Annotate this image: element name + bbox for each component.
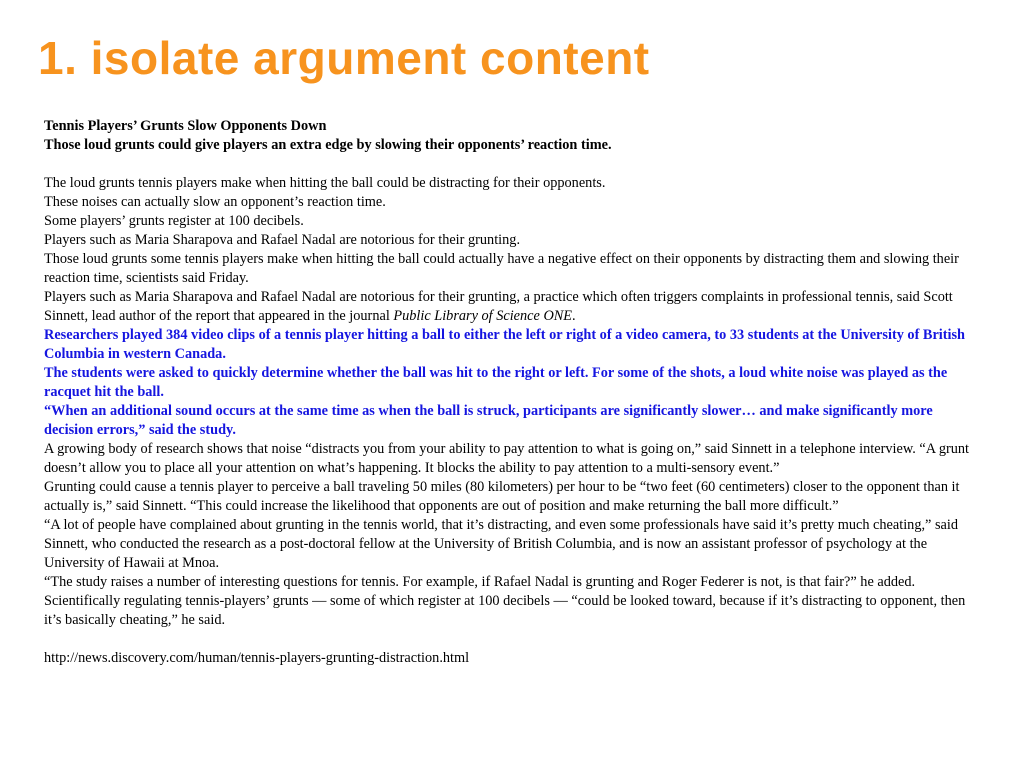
- highlighted-paragraph: Researchers played 384 video clips of a tennis player hitting a ball to either the left or right of a video camera, to 33 students at the University of British Columbia in western Canada.: [44, 327, 966, 362]
- body-paragraph: “The study raises a number of interesting questions for tennis. For example, if Rafael Nadal is grunting and Roger Federer is not, is that fair?” he added.: [44, 574, 916, 590]
- highlighted-paragraph: “When an additional sound occurs at the same time as when the ball is struck, participants are significantly slower… and make significantly more decision errors,” said the study.: [44, 403, 933, 438]
- article-headline: Tennis Players’ Grunts Slow Opponents Down: [44, 118, 327, 134]
- slide-title: 1. isolate argument content: [38, 32, 650, 84]
- journal-name: Public Library of Science ONE: [393, 308, 573, 324]
- article-text: [44, 117, 984, 668]
- author-text: Players such as Maria Sharapova and Rafael Nadal are notorious for their grunting, a practice which often triggers complaints in professional tennis, said Scott Sinnett, lead author of the report that appeared in the journal: [44, 289, 953, 324]
- summary-line: Some players’ grunts register at 100 decibels.: [44, 213, 304, 229]
- paragraph-scientists: Those loud grunts some tennis players make when hitting the ball could actually have a negative effect on their opponents by distracting them and slowing their reaction time, scientists said Friday.: [44, 251, 959, 286]
- body-paragraph: A growing body of research shows that noise “distracts you from your ability to pay attention to what is going on,” said Sinnett in a telephone interview. “A grunt doesn’t allow you to place all your attention on what’s happening. It blocks the ability to pay attention to a multi-sensory event.”: [44, 441, 970, 476]
- summary-line: The loud grunts tennis players make when hitting the ball could be distracting for their opponents.: [44, 175, 606, 191]
- paragraph-spacer: [44, 630, 984, 649]
- summary-line: Players such as Maria Sharapova and Rafael Nadal are notorious for their grunting.: [44, 232, 521, 248]
- paragraph-spacer: [44, 155, 984, 174]
- paragraph-author: [44, 288, 984, 326]
- summary-line: These noises can actually slow an opponent’s reaction time.: [44, 194, 386, 210]
- highlighted-paragraph: The students were asked to quickly determine whether the ball was hit to the right or left. For some of the shots, a loud white noise was played as the racquet hit the ball.: [44, 365, 948, 400]
- author-text-end: .: [572, 308, 576, 324]
- source-url: http://news.discovery.com/human/tennis-players-grunting-distraction.html: [44, 650, 470, 666]
- body-paragraph: Grunting could cause a tennis player to perceive a ball traveling 50 miles (80 kilometers) per hour to be “two feet (60 centimeters) closer to the opponent than it actually is,” said Sinnett. “This could increase the likelihood that opponents are out of position and make returning the ball more difficult.”: [44, 479, 960, 514]
- body-paragraph: “A lot of people have complained about grunting in the tennis world, that it’s distracting, and even some professionals have said it’s pretty much cheating,” said Sinnett, who conducted the research as a post-doctoral fellow at the University of British Columbia, and is now an assistant professor of psychology at the University of Hawaii at Mnoa.: [44, 517, 958, 571]
- body-paragraph: Scientifically regulating tennis-players’ grunts — some of which register at 100 decibels — “could be looked toward, because if it’s distracting to opponent, then it’s basically cheating,” he said.: [44, 593, 966, 628]
- article-subheadline: Those loud grunts could give players an extra edge by slowing their opponents’ reaction time.: [44, 137, 612, 153]
